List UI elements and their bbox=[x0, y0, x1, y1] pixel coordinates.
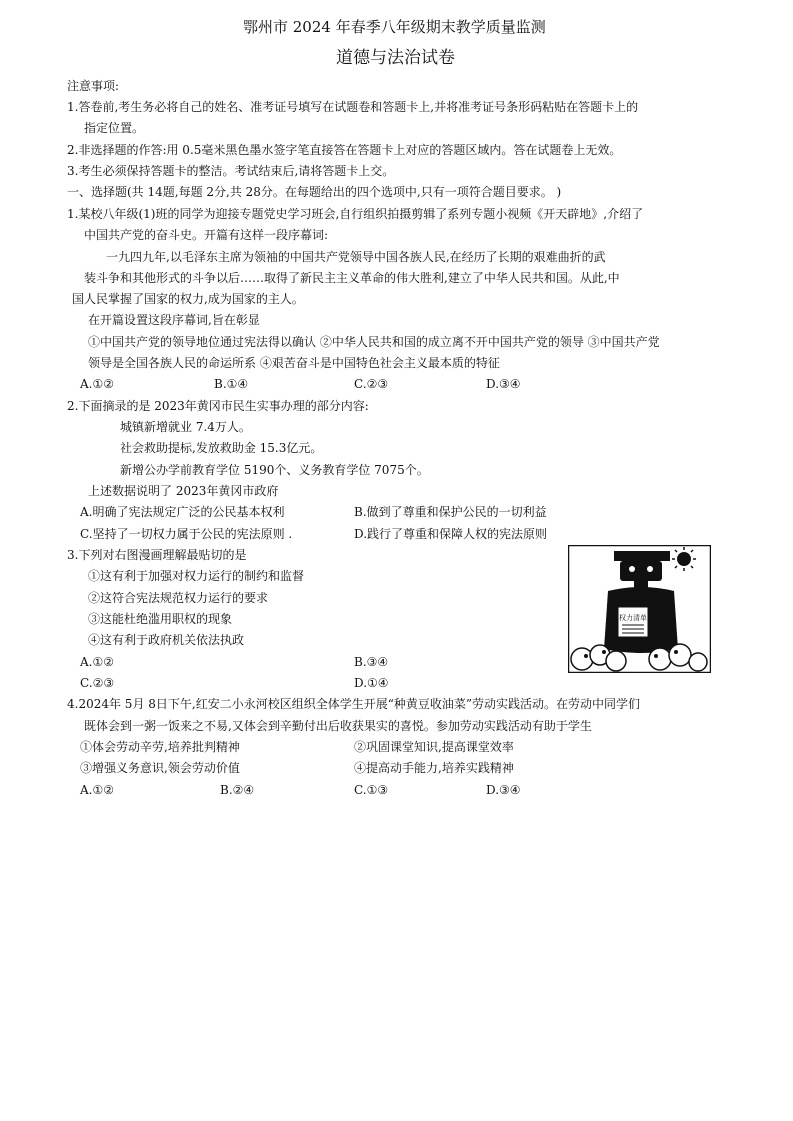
exam-subtitle: 道德与法治试卷 bbox=[336, 48, 455, 68]
q3-option-b: B.③④ bbox=[354, 655, 389, 669]
q4-item: ③增强义务意识,领会劳动价值 bbox=[80, 761, 240, 775]
q4-item: ④提高动手能力,培养实践精神 bbox=[354, 761, 514, 775]
q3-item: ③这能杜绝滥用职权的现象 bbox=[88, 612, 233, 626]
notice-item: 1.答卷前,考生务必将自己的姓名、准考证号填写在试题卷和答题卡上,并将准考证号条形码粘贴在答题卡上的 bbox=[67, 100, 639, 114]
q1-choices: ①中国共产党的领导地位通过宪法得以确认 ②中华人民共和国的成立离不开中国共产党的领导 ③中国共产党 bbox=[88, 335, 660, 349]
q1-stem: 1.某校八年级(1)班的同学为迎接专题党史学习班会,自行组织拍摄剪辑了系列专题小视频《开天辟地》,介绍了 bbox=[67, 207, 644, 221]
q2-option-d: D.践行了尊重和保障人权的宪法原则 bbox=[354, 527, 548, 541]
q2-item: 社会救助提标,发放救助金 15.3亿元。 bbox=[120, 441, 323, 455]
q4-item: ①体会劳动辛劳,培养批判精神 bbox=[80, 740, 240, 754]
section-heading: 一、选择题(共 14题,每题 2分,共 28分。在每题给出的四个选项中,只有一项符合题目要求。 ) bbox=[67, 185, 562, 199]
q3-item: ②这符合宪法规范权力运行的要求 bbox=[88, 591, 269, 605]
notice-item: 指定位置。 bbox=[84, 121, 145, 135]
notice-item: 2.非选择题的作答:用 0.5毫米黑色墨水签字笔直接答在答题卡上对应的答题区域内。答在试题卷上无效。 bbox=[67, 143, 622, 157]
q1-quote: 装斗争和其他形式的斗争以后……取得了新民主主义革命的伟大胜利,建立了中华人民共和国。从此,中 bbox=[84, 271, 620, 285]
q1-option-b: B.①④ bbox=[214, 377, 249, 391]
q2-item: 新增公办学前教育学位 5190个、义务教育学位 7075个。 bbox=[120, 463, 429, 477]
q2-option-c: C.坚持了一切权力属于公民的宪法原则 . bbox=[80, 527, 293, 541]
q3-item: ④这有利于政府机关依法执政 bbox=[88, 633, 245, 647]
q3-option-d: D.①④ bbox=[354, 676, 389, 690]
q1-option-a: A.①② bbox=[80, 377, 114, 391]
q1-prompt: 在开篇设置这段序幕词,旨在彰显 bbox=[88, 313, 260, 327]
q3-item: ①这有利于加强对权力运行的制约和监督 bbox=[88, 569, 305, 583]
cartoon-illustration bbox=[568, 545, 711, 673]
q4-stem: 4.2024年 5月 8日下午,红安二小永河校区组织全体学生开展“种黄豆收油菜”劳动实践活动。在劳动中同学们 bbox=[67, 697, 640, 711]
q2-item: 城镇新增就业 7.4万人。 bbox=[120, 420, 251, 434]
power-list-sign-text: 权力清单 bbox=[619, 614, 647, 622]
q4-stem: 既体会到一粥一饭来之不易,又体会到辛勤付出后收获果实的喜悦。参加劳动实践活动有助于学生 bbox=[84, 719, 592, 733]
q1-option-c: C.②③ bbox=[354, 377, 389, 391]
notice-item: 3.考生必须保持答题卡的整洁。考试结束后,请将答题卡上交。 bbox=[67, 164, 395, 178]
q1-choices: 领导是全国各族人民的命运所系 ④艰苦奋斗是中国特色社会主义最本质的特征 bbox=[88, 356, 500, 370]
q2-option-a: A.明确了宪法规定广泛的公民基本权利 bbox=[80, 505, 285, 519]
q3-stem: 3.下列对右图漫画理解最贴切的是 bbox=[67, 548, 247, 562]
q1-quote: 一九四九年,以毛泽东主席为领袖的中国共产党领导中国各族人民,在经历了长期的艰难曲折的武 bbox=[106, 250, 606, 264]
notice-heading: 注意事项: bbox=[67, 79, 120, 93]
q4-option-c: C.①③ bbox=[354, 783, 389, 797]
q3-option-c: C.②③ bbox=[80, 676, 115, 690]
q1-option-d: D.③④ bbox=[486, 377, 521, 391]
q2-stem: 2.下面摘录的是 2023年黄冈市民生实事办理的部分内容: bbox=[67, 399, 369, 413]
q2-option-b: B.做到了尊重和保护公民的一切利益 bbox=[354, 505, 547, 519]
exam-title: 鄂州市 2024 年春季八年级期末教学质量监测 bbox=[243, 18, 546, 36]
q4-option-d: D.③④ bbox=[486, 783, 521, 797]
q1-stem: 中国共产党的奋斗史。开篇有这样一段序幕词: bbox=[84, 228, 329, 242]
q2-prompt: 上述数据说明了 2023年黄冈市政府 bbox=[88, 484, 279, 498]
q4-item: ②巩固课堂知识,提高课堂效率 bbox=[354, 740, 514, 754]
q3-option-a: A.①② bbox=[80, 655, 114, 669]
q1-quote: 国人民掌握了国家的权力,成为国家的主人。 bbox=[72, 292, 304, 306]
q4-option-b: B.②④ bbox=[220, 783, 255, 797]
q4-option-a: A.①② bbox=[80, 783, 114, 797]
